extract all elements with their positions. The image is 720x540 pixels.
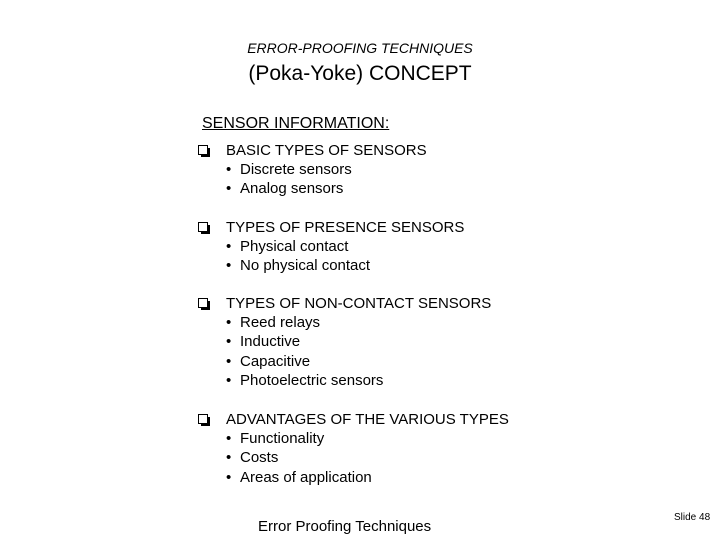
group-heading-text: TYPES OF PRESENCE SENSORS (226, 219, 465, 236)
group-heading-text: TYPES OF NON-CONTACT SENSORS (226, 295, 492, 312)
checkbox-bullet-icon (198, 414, 210, 426)
list-item: • Inductive (226, 333, 301, 351)
slide-number: Slide 48 (674, 512, 711, 523)
sensor-group-presence (198, 218, 464, 276)
checkbox-bullet-icon (198, 145, 210, 157)
section-heading: SENSOR INFORMATION: (202, 115, 390, 132)
group-heading (198, 294, 491, 313)
group-heading-text: BASIC TYPES OF SENSORS (226, 142, 427, 159)
group-heading (198, 141, 427, 160)
group-heading (198, 410, 509, 429)
group-heading-text: ADVANTAGES OF THE VARIOUS TYPES (226, 411, 509, 428)
list-item: • Discrete sensors (226, 161, 352, 178)
group-heading (198, 218, 464, 237)
list-item: • Areas of application (226, 468, 372, 486)
list-item: • Costs (226, 449, 279, 467)
list-item: • Reed relays (226, 314, 321, 331)
list-item: • Capacitive (226, 352, 311, 370)
list-item: • Photoelectric sensors (226, 371, 384, 389)
checkbox-bullet-icon (198, 222, 210, 234)
sensor-group-non-contact (198, 294, 491, 390)
slide-subtitle: ERROR-PROOFING TECHNIQUES (247, 40, 473, 56)
list-item: • Functionality (226, 430, 325, 447)
footer-text: Error Proofing Techniques (258, 518, 432, 535)
slide-title: (Poka-Yoke) CONCEPT (248, 62, 472, 85)
checkbox-bullet-icon (198, 298, 210, 310)
sensor-group-advantages (198, 410, 509, 487)
list-item: • Analog sensors (226, 180, 344, 198)
sensor-group-basic-types (198, 141, 427, 199)
list-item: • Physical contact (226, 238, 349, 255)
list-item: • No physical contact (226, 257, 371, 275)
